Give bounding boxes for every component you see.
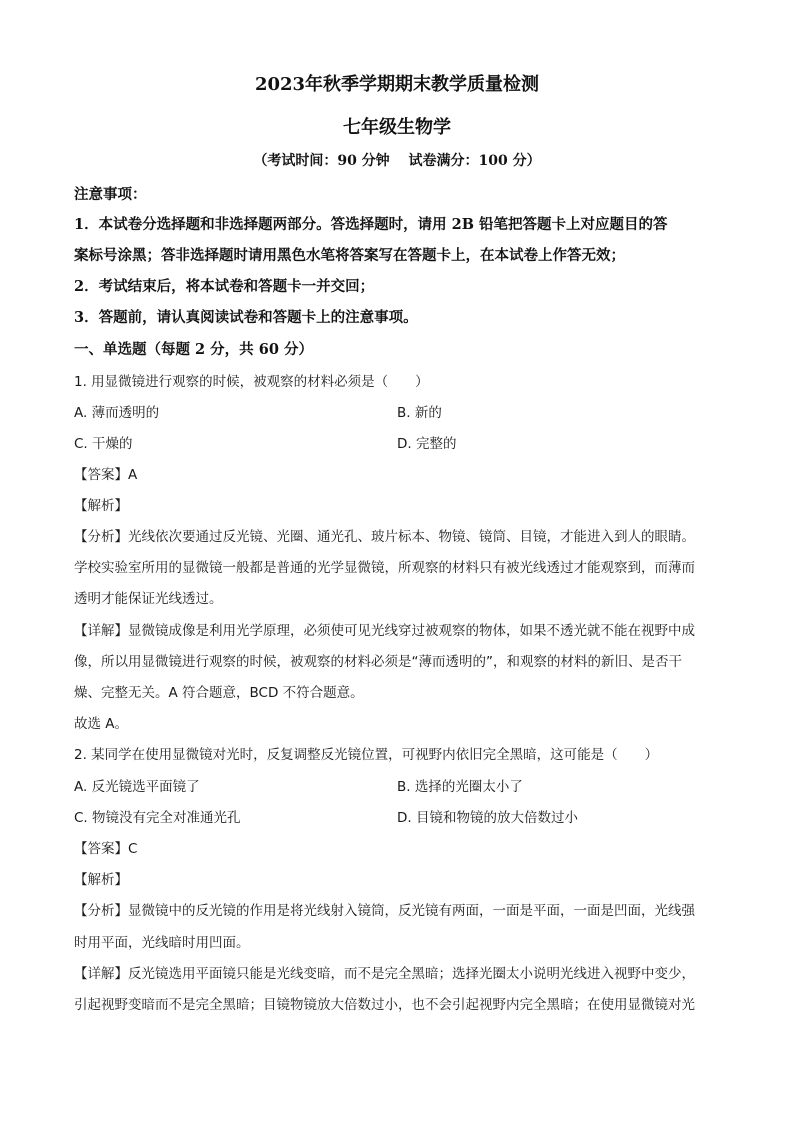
- q1-detail-line-2: 像，所以用显微镜进行观察的时候，被观察的材料必须是“薄而透明的”，和观察的材料的新旧、是否干: [74, 654, 682, 670]
- q1-analysis-line-1: 【分析】光线依次要通过反光镜、光圈、通光孔、玻片标本、物镜、镜筒、目镜，才能进入到人的眼睛。: [74, 529, 695, 545]
- q2-analysis-line-1: 【分析】显微镜中的反光镜的作用是将光线射入镜筒，反光镜有两面，一面是平面，一面是凹面，光线强: [74, 903, 695, 919]
- notice-item-3: 3．答题前，请认真阅读试卷和答题卡上的注意事项。: [74, 309, 418, 326]
- page-title: 2023年秋季学期期末教学质量检测: [254, 74, 540, 95]
- notice-item-1-line-2: 案标号涂黑；答非选择题时请用黑色水笔将答案写在答题卡上，在本试卷上作答无效；: [74, 247, 625, 264]
- q2-option-d: D. 目镜和物镜的放大倍数过小: [397, 810, 578, 826]
- q1-analysis-line-2: 学校实验室所用的显微镜一般都是普通的光学显微镜，所观察的材料只有被光线透过才能观察到，而薄而: [74, 560, 695, 576]
- q2-detail-line-1: 【详解】反光镜选用平面镜只能是光线变暗，而不是完全黑暗；选择光圈太小说明光线进入视野中变少，: [74, 966, 695, 982]
- notice-item-1-line-1: 1．本试卷分选择题和非选择题两部分。答选择题时，请用 2B 铅笔把答题卡上对应题目的答: [74, 216, 668, 233]
- q2-stem: 2. 某同学在使用显微镜对光时，反复调整反光镜位置，可视野内依旧完全黑暗，这可能是（ ）: [74, 747, 659, 763]
- exam-info: （考试时间：90 分钟 试卷满分：100 分）: [253, 153, 541, 169]
- q2-analysis-line-2: 时用平面，光线暗时用凹面。: [74, 935, 250, 951]
- section-heading: 一、单选题（每题 2 分，共 60 分）: [74, 341, 313, 358]
- q1-option-d: D. 完整的: [397, 436, 457, 452]
- notice-heading: 注意事项：: [74, 186, 147, 203]
- q1-detail-line-1: 【详解】显微镜成像是利用光学原理，必须使可见光线穿过被观察的物体，如果不透光就不能在视野中成: [74, 623, 695, 639]
- q1-conclusion: 故选 A。: [74, 716, 129, 732]
- q2-option-b: B. 选择的光圈太小了: [397, 779, 523, 795]
- q2-option-c: C. 物镜没有完全对准通光孔: [74, 810, 241, 826]
- q2-detail-line-2: 引起视野变暗而不是完全黑暗；目镜物镜放大倍数过小，也不会引起视野内完全黑暗；在使用显微镜对光: [74, 997, 695, 1013]
- q2-option-a: A. 反光镜选平面镜了: [74, 779, 200, 795]
- q1-detail-line-3: 燥、完整无关。A 符合题意，BCD 不符合题意。: [74, 685, 364, 701]
- page-subtitle: 七年级生物学: [343, 117, 451, 138]
- notice-item-2: 2．考试结束后，将本试卷和答题卡一并交回；: [74, 278, 375, 295]
- q2-answer: 【答案】C: [74, 841, 138, 857]
- q1-answer: 【答案】A: [74, 467, 138, 483]
- q1-analysis-line-3: 透明才能保证光线透过。: [74, 591, 223, 607]
- q1-analysis-label: 【解析】: [74, 498, 128, 514]
- q1-option-b: B. 新的: [397, 405, 442, 421]
- q1-option-a: A. 薄而透明的: [74, 405, 160, 421]
- q1-stem: 1. 用显微镜进行观察的时候，被观察的材料必须是（ ）: [74, 374, 429, 390]
- q2-analysis-label: 【解析】: [74, 872, 128, 888]
- q1-option-c: C. 干燥的: [74, 436, 133, 452]
